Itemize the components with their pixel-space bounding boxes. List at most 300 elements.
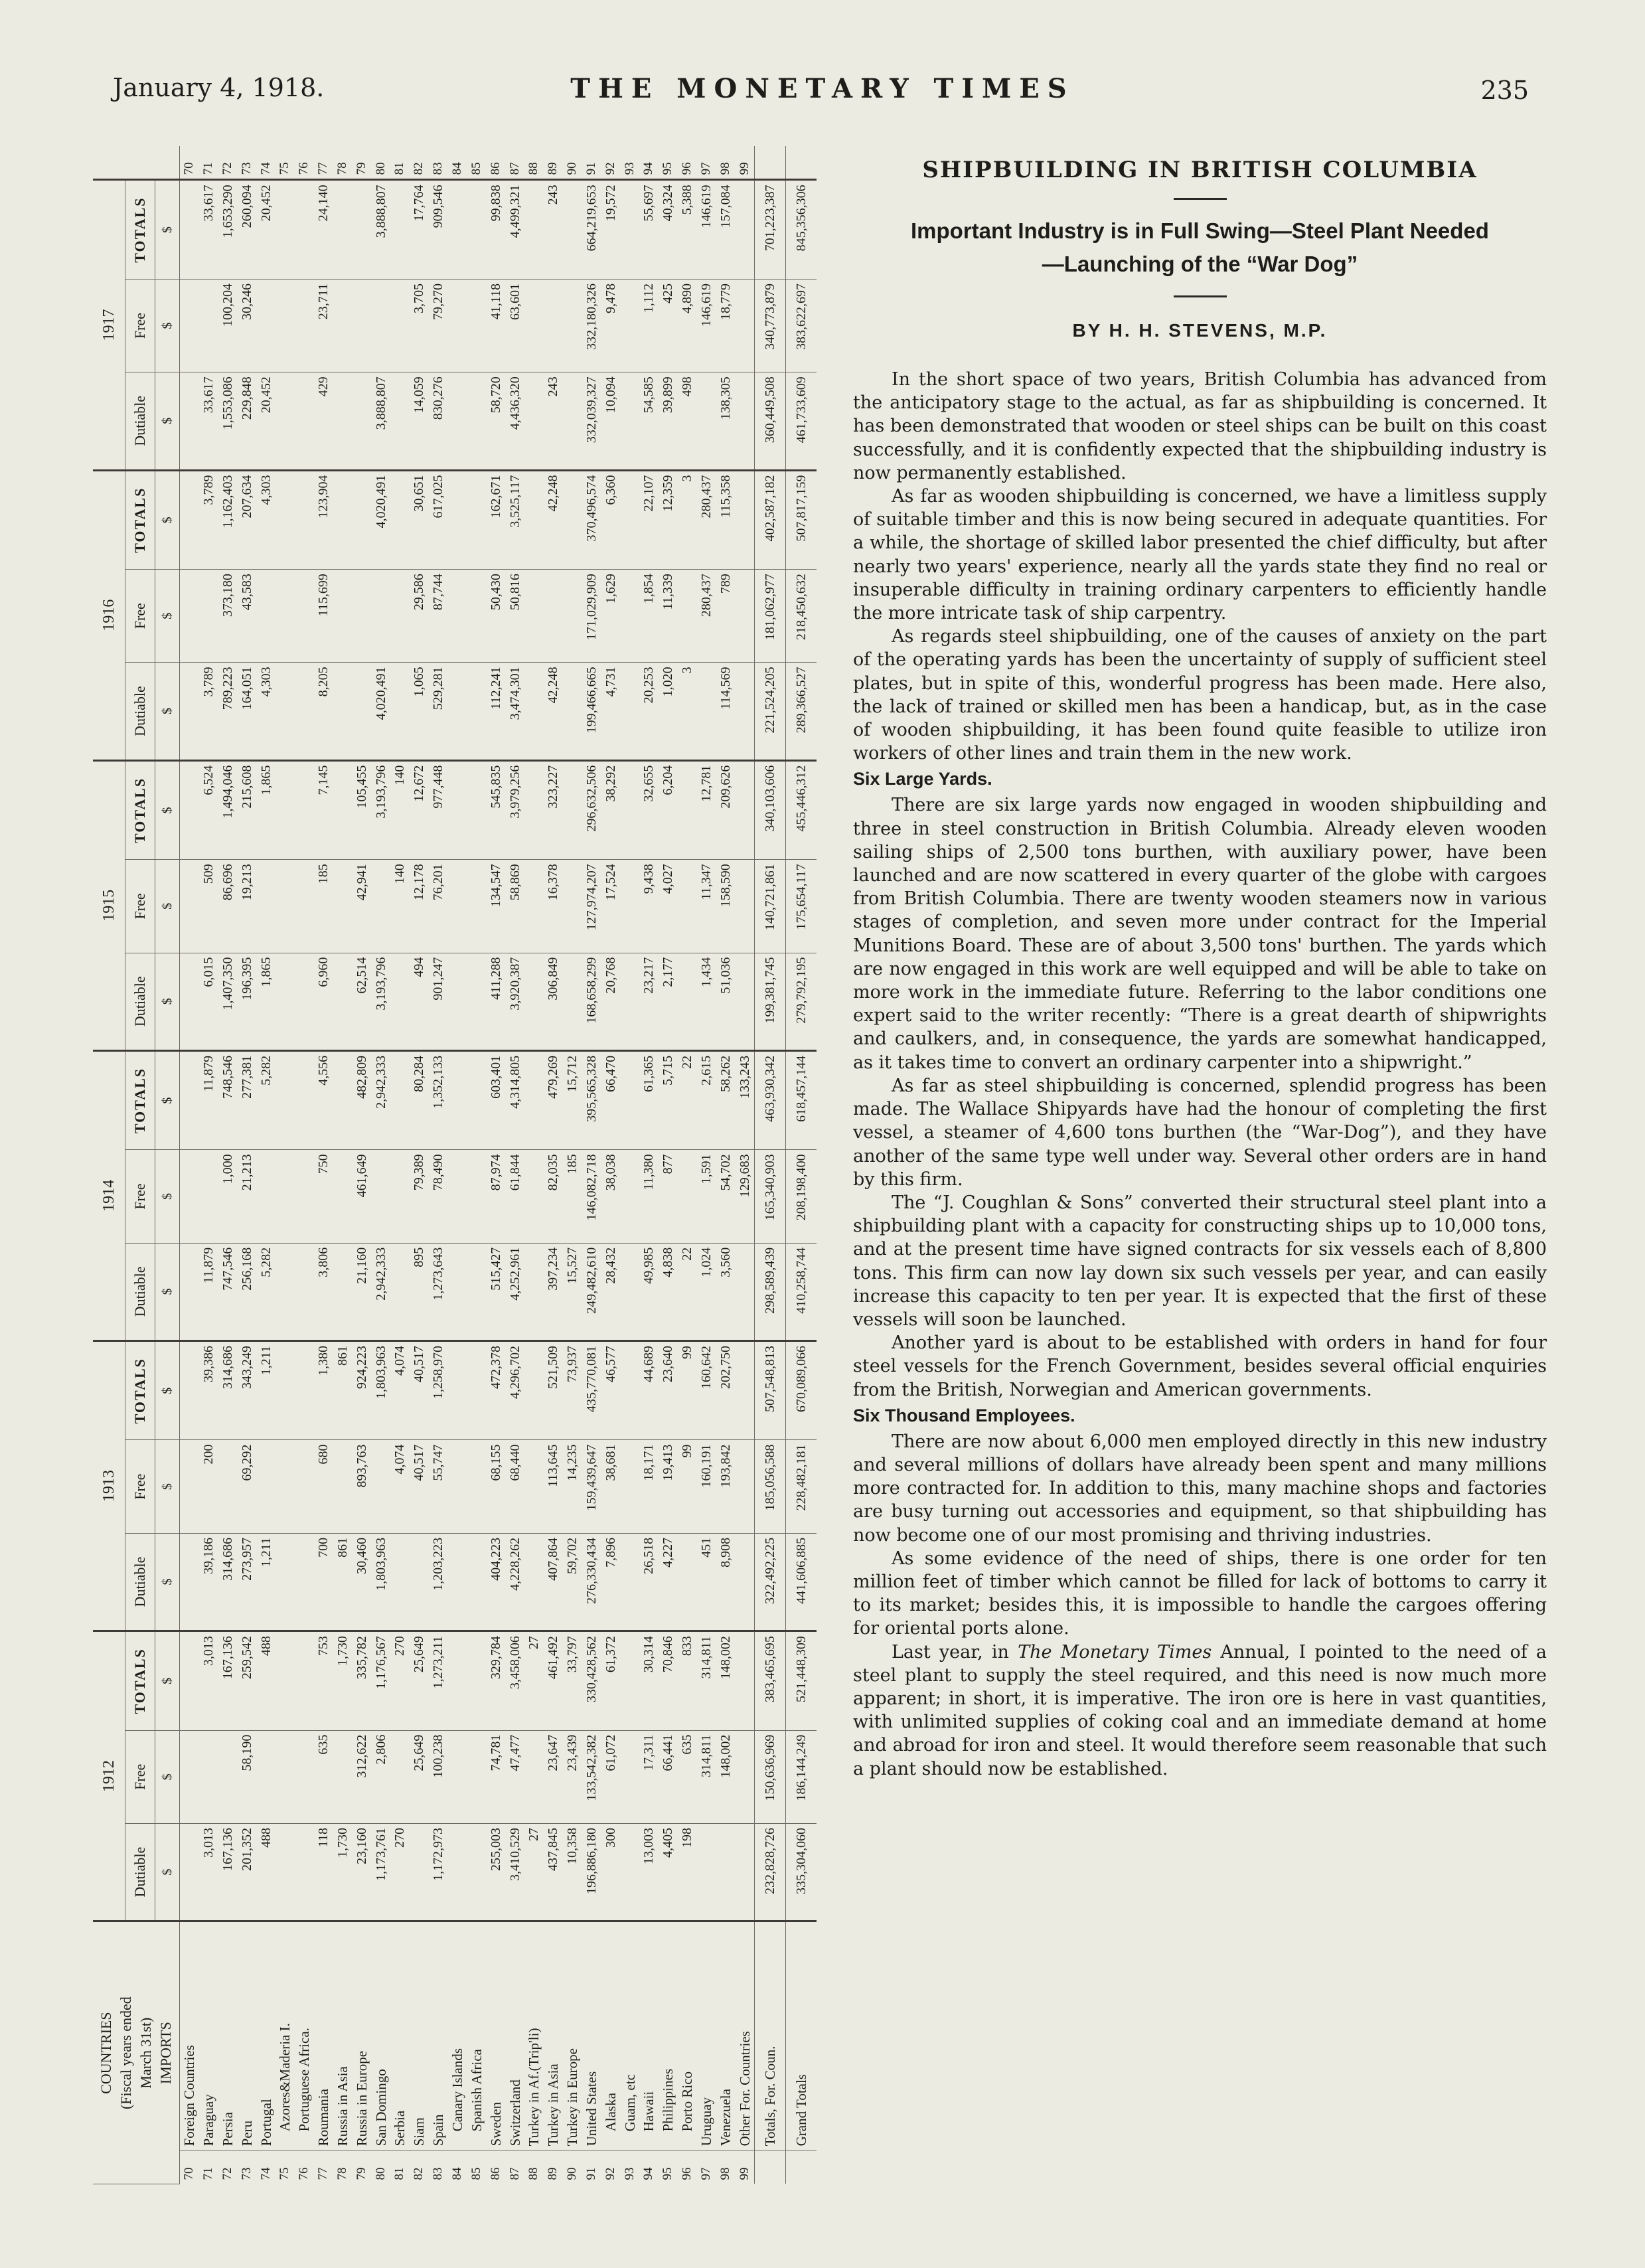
table-cell <box>295 1050 314 1150</box>
table-cell: 4,020,491 <box>371 470 390 570</box>
table-cell: 4,252,961 <box>505 1243 524 1340</box>
table-cell <box>352 279 372 372</box>
table-cell: 42,248 <box>544 663 563 760</box>
table-cell: 66,470 <box>601 1050 621 1150</box>
table-cell <box>524 1243 544 1340</box>
table-row <box>639 146 659 2184</box>
table-cell <box>678 860 697 953</box>
summary-cell: 507,817,159 <box>786 470 817 570</box>
table-row <box>295 146 314 2184</box>
paragraph-5: As far as steel shipbuilding is concerned, splendid progress has been made. The Wallace Shipyards have had the honour of completing the first vessel, a steamer of 4,600 tons burthen (the “War-Dog”), and they have another of the same type well under way. Several other orders are in hand by this firm. <box>853 1075 1547 1190</box>
table-cell <box>697 663 716 760</box>
table-cell <box>736 1243 755 1340</box>
table-cell <box>524 1440 544 1533</box>
row-number: 83 <box>431 2167 445 2180</box>
table-cell <box>620 953 639 1050</box>
summary-cell: 228,482,181 <box>786 1440 817 1533</box>
table-cell: 664,219,653 <box>582 180 601 280</box>
table-cell: 300 <box>601 1823 621 1921</box>
table-cell: 789,223 <box>218 663 238 760</box>
table-cell: 397,234 <box>544 1243 563 1340</box>
country-name: Siam <box>410 1921 429 2150</box>
row-number: 75 <box>277 2167 292 2180</box>
table-cell <box>333 279 352 372</box>
year-heading: 1913 <box>93 1340 125 1631</box>
table-cell: 129,683 <box>736 1150 755 1243</box>
table-row <box>256 146 275 2184</box>
table-cell: 276,330,434 <box>582 1533 601 1631</box>
table-cell: 461,649 <box>352 1150 372 1243</box>
year-heading: 1916 <box>93 470 125 760</box>
summary-cell: 845,356,306 <box>786 180 817 280</box>
table-cell: 23,711 <box>314 279 333 372</box>
table-cell <box>563 953 582 1050</box>
column-subhead: TOTALS <box>125 1340 155 1440</box>
table-cell <box>352 470 372 570</box>
table-cell: 1,730 <box>333 1631 352 1731</box>
country-name: Other For. Countries <box>736 1921 755 2150</box>
table-cell <box>410 1533 429 1631</box>
table-cell <box>295 1533 314 1631</box>
table-cell: 79,270 <box>429 279 448 372</box>
table-cell: 11,879 <box>199 1050 218 1150</box>
table-cell <box>448 372 467 470</box>
table-cell: 5,282 <box>256 1050 275 1150</box>
table-cell: 3,789 <box>199 470 218 570</box>
table-cell: 59,702 <box>563 1533 582 1631</box>
table-cell: 17,311 <box>639 1730 659 1823</box>
table-cell: 1,553,086 <box>218 372 238 470</box>
table-cell: 39,386 <box>199 1340 218 1440</box>
table-cell: 14,059 <box>410 372 429 470</box>
row-number-right: 94 <box>639 146 659 180</box>
table-cell: 332,039,327 <box>582 372 601 470</box>
table-cell <box>524 860 544 953</box>
unit-label: $ <box>155 180 180 280</box>
table-cell: 314,686 <box>218 1340 238 1440</box>
table-cell: 314,811 <box>697 1730 716 1823</box>
table-cell <box>390 1150 410 1243</box>
table-cell <box>448 1150 467 1243</box>
stub-header-line: COUNTRIES <box>98 2012 114 2094</box>
table-cell: 4,890 <box>678 279 697 372</box>
table-cell <box>256 1440 275 1533</box>
table-cell: 51,036 <box>716 953 736 1050</box>
row-number: 85 <box>469 2167 483 2180</box>
table-cell: 1,065 <box>410 663 429 760</box>
column-subhead: Dutiable <box>125 953 155 1050</box>
row-number-right: 84 <box>448 146 467 180</box>
row-number-right: 99 <box>736 146 755 180</box>
table-cell <box>448 760 467 860</box>
summary-cell: 232,828,726 <box>755 1823 786 1921</box>
table-cell: 3,920,387 <box>505 953 524 1050</box>
table-cell: 833 <box>678 1631 697 1731</box>
table-cell <box>620 760 639 860</box>
table-cell <box>256 1730 275 1823</box>
table-cell <box>563 663 582 760</box>
row-number: 98 <box>718 2167 732 2180</box>
table-cell: 411,288 <box>487 953 506 1050</box>
summary-cell: 701,223,387 <box>755 180 786 280</box>
table-cell <box>295 1243 314 1340</box>
table-cell <box>180 1050 199 1150</box>
summary-cell: 383,465,695 <box>755 1631 786 1731</box>
row-number: 72 <box>220 2167 234 2180</box>
table-cell: 1,172,973 <box>429 1823 448 1921</box>
table-cell <box>180 860 199 953</box>
table-cell: 1,434 <box>697 953 716 1050</box>
table-cell <box>275 372 295 470</box>
year-heading: 1915 <box>93 760 125 1050</box>
row-number-right: 95 <box>659 146 678 180</box>
country-name: Spanish Africa <box>467 1921 487 2150</box>
table-cell: 42,248 <box>544 470 563 570</box>
table-cell: 748,546 <box>218 1050 238 1150</box>
table-cell <box>467 1440 487 1533</box>
table-cell <box>352 372 372 470</box>
table-cell: 164,051 <box>238 663 257 760</box>
table-cell: 2,615 <box>697 1050 716 1150</box>
table-cell: 3,806 <box>314 1243 333 1340</box>
summary-label: Totals, For. Coun. <box>755 1921 786 2150</box>
row-number-right: 73 <box>238 146 257 180</box>
table-cell: 3,474,301 <box>505 663 524 760</box>
table-cell: 157,084 <box>716 180 736 280</box>
table-cell: 901,247 <box>429 953 448 1050</box>
row-number: 88 <box>526 2167 541 2180</box>
table-cell: 27 <box>524 1631 544 1731</box>
table-cell: 21,213 <box>238 1150 257 1243</box>
table-cell: 750 <box>314 1150 333 1243</box>
table-cell: 168,658,299 <box>582 953 601 1050</box>
table-cell: 1,112 <box>639 279 659 372</box>
table-cell: 373,180 <box>218 570 238 663</box>
table-cell <box>448 663 467 760</box>
table-cell <box>275 1440 295 1533</box>
table-cell: 46,577 <box>601 1340 621 1440</box>
table-row <box>238 146 257 2184</box>
row-number: 90 <box>565 2167 580 2180</box>
table-cell: 509 <box>199 860 218 953</box>
table-cell <box>736 1823 755 1921</box>
table-cell: 5,715 <box>659 1050 678 1150</box>
table-cell: 515,427 <box>487 1243 506 1340</box>
table-cell <box>467 860 487 953</box>
table-cell <box>524 1730 544 1823</box>
summary-cell: 507,548,813 <box>755 1340 786 1440</box>
table-cell: 40,324 <box>659 180 678 280</box>
table-cell: 5,282 <box>256 1243 275 1340</box>
table-cell <box>352 570 372 663</box>
table-cell <box>295 1340 314 1440</box>
unit-label: $ <box>155 1440 180 1533</box>
table-cell: 61,844 <box>505 1150 524 1243</box>
table-cell <box>467 953 487 1050</box>
table-cell: 3,193,796 <box>371 953 390 1050</box>
paragraph-10-end: Annual, I pointed to the need of a steel plant to supply the steel required, and this need is now much more apparent; in short, it is imperative. The iron ore is here in vast quantities, with unlimited supplies of coking coal and an immediate demand at home and abroad for iron and steel. It would therefore seem reasonable that such a plant should now be established. <box>853 1641 1547 1779</box>
paragraph-9: As some evidence of the need of ships, there is one order for ten million feet of timber which cannot be filled for lack of bottoms to carry it to its market; besides this, it is impossible to handle the cargoes offering for oriental ports alone. <box>853 1548 1547 1639</box>
table-cell <box>736 570 755 663</box>
table-cell <box>448 279 467 372</box>
table-cell: 3,888,807 <box>371 372 390 470</box>
table-cell <box>295 570 314 663</box>
table-cell: 113,645 <box>544 1440 563 1533</box>
row-number: 93 <box>622 2167 637 2180</box>
country-name: Azores&Maderia I. <box>275 1921 295 2150</box>
table-cell: 49,985 <box>639 1243 659 1340</box>
table-cell: 16,378 <box>544 860 563 953</box>
row-number-blank-right <box>786 146 817 180</box>
table-cell: 201,352 <box>238 1823 257 1921</box>
table-cell: 21,160 <box>352 1243 372 1340</box>
table-cell: 160,642 <box>697 1340 716 1440</box>
table-cell: 3,193,796 <box>371 760 390 860</box>
table-cell <box>467 1823 487 1921</box>
table-cell: 4,303 <box>256 663 275 760</box>
table-cell: 30,460 <box>352 1533 372 1631</box>
row-number: 74 <box>258 2167 273 2180</box>
table-cell: 41,118 <box>487 279 506 372</box>
table-cell: 47,477 <box>505 1730 524 1823</box>
table-cell <box>544 279 563 372</box>
table-cell: 9,438 <box>639 860 659 953</box>
country-name: Peru <box>238 1921 257 2150</box>
table-cell: 4,228,262 <box>505 1533 524 1631</box>
table-cell: 25,649 <box>410 1730 429 1823</box>
column-subhead: TOTALS <box>125 1631 155 1731</box>
table-cell: 255,003 <box>487 1823 506 1921</box>
table-cell <box>390 1533 410 1631</box>
table-cell: 521,509 <box>544 1340 563 1440</box>
row-number: 91 <box>584 2167 598 2180</box>
table-cell <box>736 279 755 372</box>
summary-cell: 455,446,312 <box>786 760 817 860</box>
table-cell <box>736 1631 755 1731</box>
unit-label: $ <box>155 470 180 570</box>
table-cell: 3 <box>678 470 697 570</box>
table-cell: 3,458,006 <box>505 1631 524 1731</box>
subhead-six-large-yards: Six Large Yards. <box>853 769 992 789</box>
table-cell: 1,380 <box>314 1340 333 1440</box>
table-cell <box>563 760 582 860</box>
country-name: Guam, etc <box>620 1921 639 2150</box>
unit-label: $ <box>155 1050 180 1150</box>
table-cell <box>390 180 410 280</box>
table-cell <box>678 570 697 663</box>
table-cell: 61,365 <box>639 1050 659 1150</box>
table-cell: 909,546 <box>429 180 448 280</box>
table-cell: 3,013 <box>199 1631 218 1731</box>
deck-rule <box>1174 295 1227 297</box>
table-cell: 1,273,211 <box>429 1631 448 1731</box>
row-number-right: 80 <box>371 146 390 180</box>
table-cell <box>620 860 639 953</box>
table-cell <box>467 1533 487 1631</box>
table-cell: 1,730 <box>333 1823 352 1921</box>
column-subhead: TOTALS <box>125 760 155 860</box>
table-cell <box>524 1050 544 1150</box>
country-name: Turkey in Asia <box>544 1921 563 2150</box>
table-cell: 488 <box>256 1631 275 1731</box>
unit-label: $ <box>155 372 180 470</box>
row-number: 79 <box>354 2167 368 2180</box>
table-cell: 146,082,718 <box>582 1150 601 1243</box>
table-cell <box>275 1533 295 1631</box>
table-cell: 105,455 <box>352 760 372 860</box>
row-number: 82 <box>412 2167 426 2180</box>
table-cell: 332,180,326 <box>582 279 601 372</box>
table-cell <box>371 1440 390 1533</box>
table-cell: 82,035 <box>544 1150 563 1243</box>
table-cell: 249,482,610 <box>582 1243 601 1340</box>
table-cell: 9,478 <box>601 279 621 372</box>
table-cell: 407,864 <box>544 1533 563 1631</box>
table-cell: 79,389 <box>410 1150 429 1243</box>
summary-cell: 340,773,879 <box>755 279 786 372</box>
table-cell: 167,136 <box>218 1631 238 1731</box>
row-number-right: 89 <box>544 146 563 180</box>
column-subhead: Dutiable <box>125 1533 155 1631</box>
table-cell <box>275 1340 295 1440</box>
summary-cell: 181,062,977 <box>755 570 786 663</box>
table-cell: 1,000 <box>218 1150 238 1243</box>
table-cell: 127,974,207 <box>582 860 601 953</box>
table-cell: 19,572 <box>601 180 621 280</box>
table-cell: 54,702 <box>716 1150 736 1243</box>
table-cell: 4,838 <box>659 1243 678 1340</box>
table-cell <box>620 1440 639 1533</box>
table-cell <box>620 1243 639 1340</box>
table-cell <box>295 279 314 372</box>
year-heading: 1917 <box>93 180 125 470</box>
table-cell: 437,845 <box>544 1823 563 1921</box>
unit-row <box>155 146 180 2184</box>
paragraph-2: As far as wooden shipbuilding is concerned, we have a limitless supply of suitable timber and this is now being secured in adequate quantities. For a while, the shortage of skilled labor presented the chief difficulty, but after nearly two years' experience, nearly all the yards state they find no real or insuperable difficulty in training ordinary carpenters to efficiently handle the more intricate task of ship carpentry. <box>853 486 1547 624</box>
table-cell: 2,177 <box>659 953 678 1050</box>
table-cell <box>467 1631 487 1731</box>
table-cell <box>333 1243 352 1340</box>
table-cell <box>199 570 218 663</box>
deck-line-2: —Launching of the “War Dog” <box>1042 252 1358 276</box>
table-cell <box>448 1533 467 1631</box>
table-cell <box>448 1631 467 1731</box>
table-cell: 1,024 <box>697 1243 716 1340</box>
table-cell <box>180 1340 199 1440</box>
table-cell: 617,025 <box>429 470 448 570</box>
table-cell <box>448 1730 467 1823</box>
column-subhead: Free <box>125 860 155 953</box>
table-cell: 425 <box>659 279 678 372</box>
table-cell: 488 <box>256 1823 275 1921</box>
table-cell <box>180 1440 199 1533</box>
table-cell: 61,072 <box>601 1730 621 1823</box>
table-cell: 17,524 <box>601 860 621 953</box>
table-cell: 4,436,320 <box>505 372 524 470</box>
row-number: 78 <box>335 2167 349 2180</box>
table-cell: 30,651 <box>410 470 429 570</box>
row-number: 96 <box>680 2167 694 2180</box>
table-cell <box>390 470 410 570</box>
country-name: San Domingo <box>371 1921 390 2150</box>
country-name: Turkey in Europe <box>563 1921 582 2150</box>
table-cell <box>467 1050 487 1150</box>
table-cell <box>716 1823 736 1921</box>
row-number: 86 <box>488 2167 503 2180</box>
row-number-right: 93 <box>620 146 639 180</box>
table-cell <box>295 860 314 953</box>
paragraph-4: There are six large yards now engaged in wooden shipbuilding and three in steel construction in British Columbia. Already eleven wooden sailing ships of 2,500 tons burthen, with auxiliary power, have been launched and are now scattered in every quarter of the globe with cargoes from British Columbia. There are twenty wooden steamers now in various stages of completion, and seven more under contract for the Imperial Munitions Board. These are of about 3,500 tons' burthen. The yards which are now engaged in this work are well equipped and will be able to take on more work in the immediate future. Referring to the labor conditions one expert said to the writer recently: “There is a great dearth of shipwrights and caulkers, and, in consequence, the yards are somewhat handicapped, as it takes time to convert an ordinary carpenter into a shipwright.” <box>853 795 1547 1073</box>
table-cell <box>180 1730 199 1823</box>
paragraph-8: There are now about 6,000 men employed directly in this new industry and several millions of dollars have already been spent and many millions more contracted for. In addition to this, many machine shops and factories are busy turning out accessories and equipment, so that shipbuilding has now become one of our most promising and thriving industries. <box>853 1431 1547 1546</box>
table-cell: 27 <box>524 1823 544 1921</box>
table-cell <box>295 663 314 760</box>
table-cell: 494 <box>410 953 429 1050</box>
unit-label: $ <box>155 953 180 1050</box>
table-cell <box>333 760 352 860</box>
table-cell: 167,136 <box>218 1823 238 1921</box>
table-cell <box>467 470 487 570</box>
table-cell: 877 <box>659 1150 678 1243</box>
table-cell: 148,002 <box>716 1730 736 1823</box>
summary-cell: 402,587,182 <box>755 470 786 570</box>
table-cell: 861 <box>333 1533 352 1631</box>
summary-cell: 322,492,225 <box>755 1533 786 1631</box>
table-cell: 545,835 <box>487 760 506 860</box>
summary-cell: 618,457,144 <box>786 1050 817 1150</box>
table-cell: 58,869 <box>505 860 524 953</box>
table-cell: 229,848 <box>238 372 257 470</box>
column-subhead: Free <box>125 570 155 663</box>
summary-cell: 289,366,527 <box>786 663 817 760</box>
table-cell: 112,241 <box>487 663 506 760</box>
table-cell: 12,672 <box>410 760 429 860</box>
imports-table <box>93 146 817 2184</box>
table-cell <box>333 570 352 663</box>
table-cell: 66,441 <box>659 1730 678 1823</box>
table-cell: 87,744 <box>429 570 448 663</box>
table-cell: 22 <box>678 1050 697 1150</box>
summary-cell: 463,930,342 <box>755 1050 786 1150</box>
table-cell: 80,284 <box>410 1050 429 1150</box>
table-cell <box>736 1533 755 1631</box>
table-cell <box>333 1050 352 1150</box>
column-subhead: Dutiable <box>125 372 155 470</box>
table-cell <box>275 1730 295 1823</box>
table-cell: 133,542,382 <box>582 1730 601 1823</box>
unit-label: $ <box>155 1533 180 1631</box>
table-cell: 38,292 <box>601 760 621 860</box>
shipbuilding-article <box>853 157 1547 1781</box>
table-cell: 23,647 <box>544 1730 563 1823</box>
table-cell <box>563 180 582 280</box>
table-cell <box>736 760 755 860</box>
table-cell <box>333 860 352 953</box>
table-cell: 8,205 <box>314 663 333 760</box>
table-cell: 11,339 <box>659 570 678 663</box>
table-cell: 30,246 <box>238 279 257 372</box>
table-cell <box>467 180 487 280</box>
table-cell: 306,849 <box>544 953 563 1050</box>
row-number: 94 <box>641 2167 656 2180</box>
table-cell: 158,590 <box>716 860 736 953</box>
row-number: 89 <box>546 2167 560 2180</box>
summary-cell: 335,304,060 <box>786 1823 817 1921</box>
table-cell <box>736 180 755 280</box>
table-cell <box>467 663 487 760</box>
table-cell: 472,378 <box>487 1340 506 1440</box>
summary-cell: 186,144,249 <box>786 1730 817 1823</box>
